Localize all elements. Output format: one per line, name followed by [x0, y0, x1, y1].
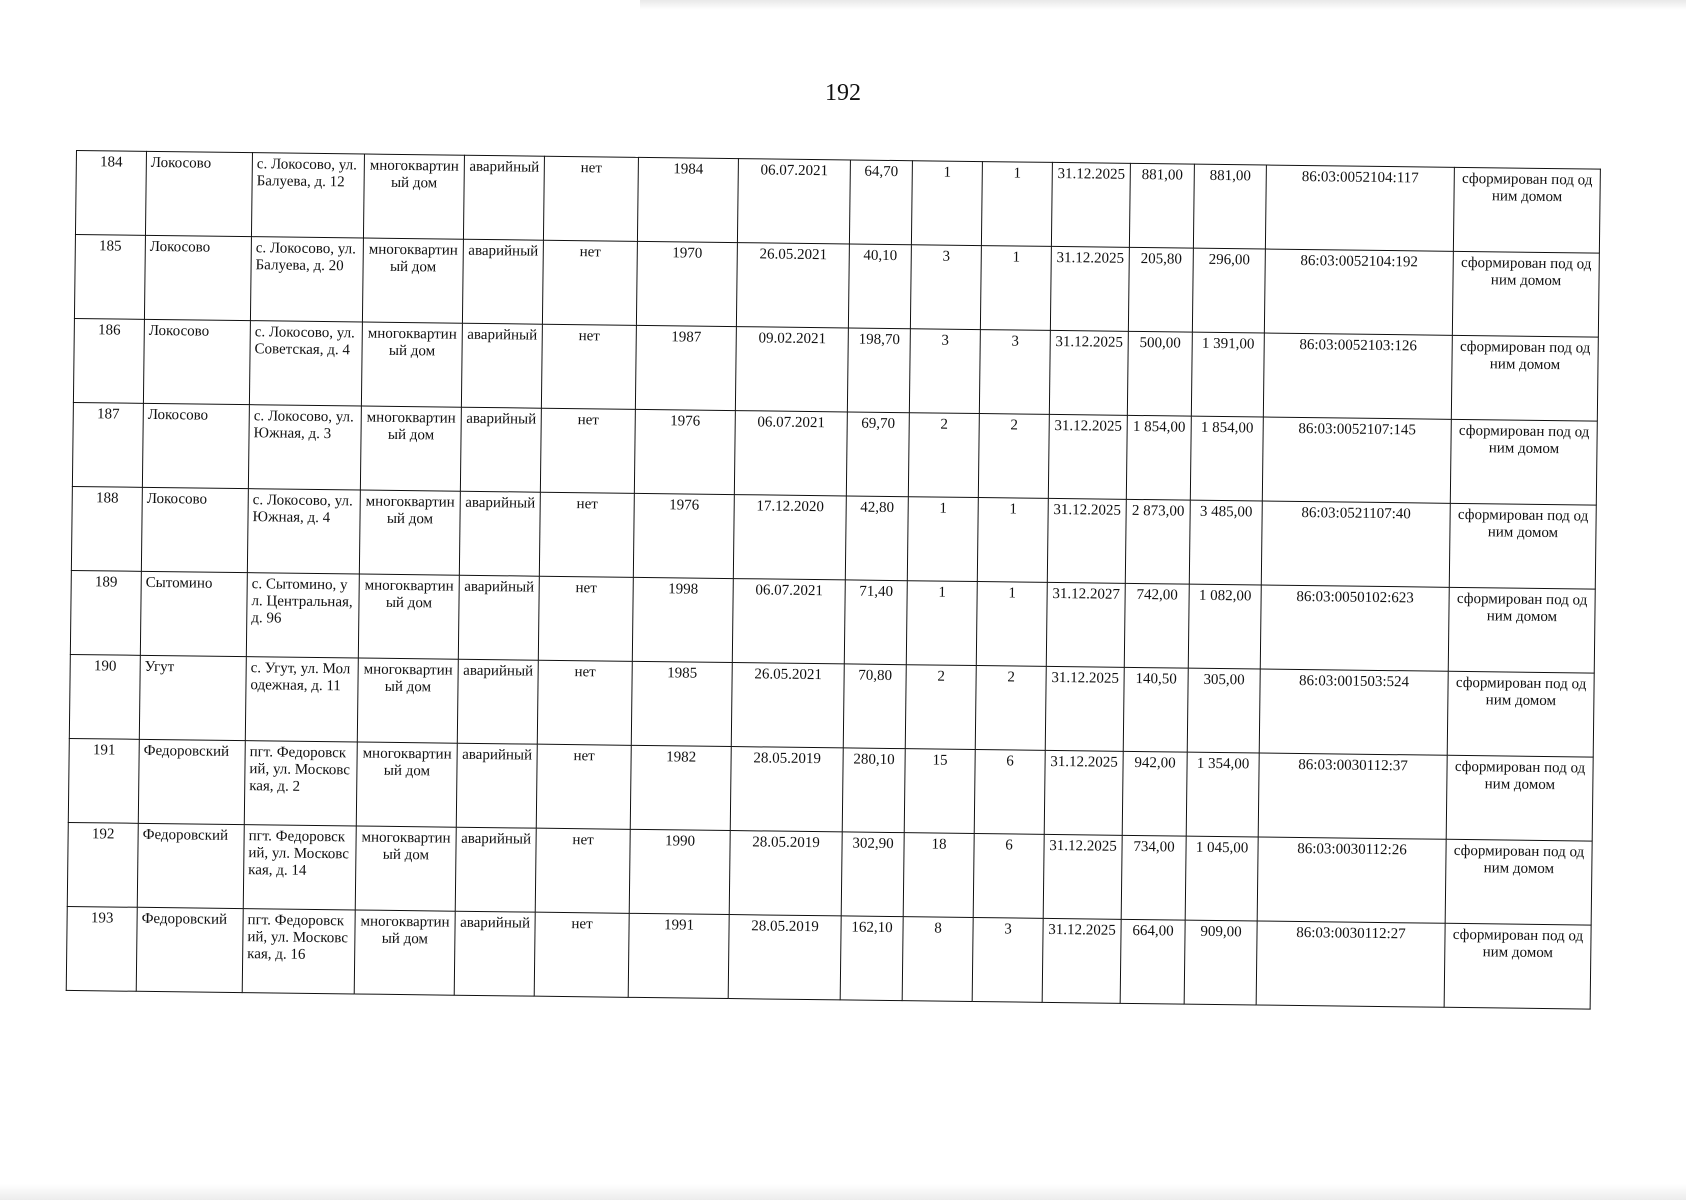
settlement-cell: Федоровский: [137, 823, 244, 908]
residents-cell: 1: [911, 161, 982, 246]
flag-cell: нет: [536, 744, 631, 829]
units-cell: 3: [972, 918, 1043, 1003]
recognition-date-cell: 26.05.2021: [731, 663, 844, 748]
row-number-cell: 188: [71, 486, 142, 571]
row-number-cell: 191: [68, 738, 139, 823]
resettlement-deadline-cell: 31.12.2025: [1051, 162, 1130, 247]
settlement-cell: Локосово: [145, 151, 252, 236]
value-2-cell: 296,00: [1192, 248, 1265, 333]
house-type-cell: многоквартиный дом: [357, 658, 458, 743]
cadastral-number-cell: 86:03:001503:524: [1259, 669, 1448, 755]
flag-cell: нет: [542, 240, 637, 325]
land-plot-status-cell: сформирован под одним домом: [1449, 503, 1596, 589]
residents-cell: 1: [906, 581, 977, 666]
recognition-date-cell: 06.07.2021: [734, 411, 847, 496]
house-type-cell: многоквартиный дом: [360, 406, 461, 491]
row-number-cell: 192: [67, 822, 138, 907]
resettlement-deadline-cell: 31.12.2025: [1045, 666, 1124, 751]
condition-cell: аварийный: [463, 155, 544, 240]
cadastral-number-cell: 86:03:0050102:623: [1260, 585, 1449, 671]
condition-cell: аварийный: [455, 827, 536, 912]
area-cell: 40,10: [848, 244, 911, 329]
resettlement-deadline-cell: 31.12.2025: [1048, 414, 1127, 499]
residents-cell: 8: [902, 917, 973, 1002]
house-type-cell: многоквартиный дом: [354, 910, 455, 995]
recognition-date-cell: 28.05.2019: [729, 831, 842, 916]
condition-cell: аварийный: [459, 491, 540, 576]
address-cell: с. Локосово, ул. Балуева, д. 20: [250, 237, 363, 322]
value-1-cell: 664,00: [1120, 919, 1185, 1004]
area-cell: 64,70: [849, 160, 912, 245]
value-1-cell: 734,00: [1121, 835, 1186, 920]
cadastral-number-cell: 86:03:0052107:145: [1262, 417, 1451, 503]
year-built-cell: 1987: [635, 325, 736, 410]
recognition-date-cell: 06.07.2021: [732, 579, 845, 664]
value-2-cell: 1 045,00: [1185, 836, 1258, 921]
value-1-cell: 881,00: [1129, 163, 1194, 248]
flag-cell: нет: [537, 660, 632, 745]
condition-cell: аварийный: [460, 407, 541, 492]
value-1-cell: 2 873,00: [1125, 499, 1190, 584]
land-plot-status-cell: сформирован под одним домом: [1450, 419, 1597, 505]
flag-cell: нет: [534, 912, 629, 997]
cadastral-number-cell: 86:03:0052104:117: [1265, 165, 1454, 251]
units-cell: 2: [978, 414, 1049, 499]
units-cell: 1: [981, 162, 1052, 247]
residents-cell: 3: [909, 329, 980, 414]
settlement-cell: Федоровский: [138, 739, 245, 824]
residents-cell: 1: [907, 497, 978, 582]
house-type-cell: многоквартиный дом: [363, 154, 464, 239]
address-cell: пгт. Федоровский, ул. Московская, д. 2: [244, 741, 357, 826]
value-2-cell: 305,00: [1187, 668, 1260, 753]
value-1-cell: 1 854,00: [1126, 415, 1191, 500]
resettlement-deadline-cell: 31.12.2025: [1042, 918, 1121, 1003]
resettlement-deadline-cell: 31.12.2025: [1044, 750, 1123, 835]
year-built-cell: 1984: [637, 157, 738, 242]
address-cell: пгт. Федоровский, ул. Московская, д. 14: [243, 825, 356, 910]
settlement-cell: Локосово: [141, 487, 248, 572]
value-2-cell: 3 485,00: [1189, 500, 1262, 585]
recognition-date-cell: 28.05.2019: [730, 747, 843, 832]
registry-sheet: [66, 150, 1601, 1010]
settlement-cell: Угут: [139, 655, 246, 740]
units-cell: 2: [975, 666, 1046, 751]
value-1-cell: 942,00: [1122, 751, 1187, 836]
address-cell: пгт. Федоровский, ул. Московская, д. 16: [242, 909, 355, 994]
settlement-cell: Локосово: [142, 403, 249, 488]
condition-cell: аварийный: [458, 575, 539, 660]
residents-cell: 18: [903, 833, 974, 918]
residents-cell: 3: [910, 245, 981, 330]
page-number: 192: [825, 80, 861, 106]
flag-cell: нет: [543, 156, 638, 241]
year-built-cell: 1998: [632, 577, 733, 662]
cadastral-number-cell: 86:03:0030112:37: [1258, 753, 1447, 839]
residents-cell: 2: [908, 413, 979, 498]
house-type-cell: многоквартиный дом: [362, 238, 463, 323]
recognition-date-cell: 17.12.2020: [733, 495, 846, 580]
area-cell: 162,10: [840, 916, 903, 1001]
units-cell: 3: [979, 330, 1050, 415]
year-built-cell: 1976: [634, 409, 735, 494]
land-plot-status-cell: сформирован под одним домом: [1444, 923, 1591, 1009]
land-plot-status-cell: сформирован под одним домом: [1445, 839, 1592, 925]
land-plot-status-cell: сформирован под одним домом: [1446, 755, 1593, 841]
row-number-cell: 185: [74, 234, 145, 319]
area-cell: 280,10: [842, 748, 905, 833]
value-2-cell: 909,00: [1184, 920, 1257, 1005]
area-cell: 42,80: [845, 496, 908, 581]
row-number-cell: 186: [73, 318, 144, 403]
recognition-date-cell: 28.05.2019: [728, 915, 841, 1000]
area-cell: 70,80: [843, 664, 906, 749]
recognition-date-cell: 06.07.2021: [737, 159, 850, 244]
cadastral-number-cell: 86:03:0521107:40: [1261, 501, 1450, 587]
address-cell: с. Локосово, ул. Южная, д. 3: [248, 405, 361, 490]
value-1-cell: 140,50: [1123, 667, 1188, 752]
resettlement-deadline-cell: 31.12.2025: [1050, 246, 1129, 331]
settlement-cell: Локосово: [144, 235, 251, 320]
units-cell: 6: [973, 834, 1044, 919]
year-built-cell: 1982: [630, 745, 731, 830]
row-number-cell: 190: [69, 654, 140, 739]
settlement-cell: Сытомино: [140, 571, 247, 656]
land-plot-status-cell: сформирован под одним домом: [1448, 587, 1595, 673]
house-type-cell: многоквартиный дом: [358, 574, 459, 659]
condition-cell: аварийный: [462, 239, 543, 324]
flag-cell: нет: [540, 408, 635, 493]
cadastral-number-cell: 86:03:0030112:27: [1256, 921, 1445, 1007]
units-cell: 1: [977, 498, 1048, 583]
residents-cell: 2: [905, 665, 976, 750]
value-1-cell: 742,00: [1124, 583, 1189, 668]
table-body: [66, 151, 1600, 1010]
land-plot-status-cell: сформирован под одним домом: [1453, 167, 1600, 253]
land-plot-status-cell: сформирован под одним домом: [1447, 671, 1594, 757]
land-plot-status-cell: сформирован под одним домом: [1452, 251, 1599, 337]
house-type-cell: многоквартиный дом: [355, 826, 456, 911]
table-row: [66, 906, 1591, 1009]
address-cell: с. Локосово, ул. Советская, д. 4: [249, 321, 362, 406]
flag-cell: нет: [539, 492, 634, 577]
settlement-cell: Федоровский: [136, 907, 243, 992]
units-cell: 1: [980, 246, 1051, 331]
flag-cell: нет: [541, 324, 636, 409]
address-cell: с. Локосово, ул. Балуева, д. 12: [251, 153, 364, 238]
resettlement-deadline-cell: 31.12.2025: [1047, 498, 1126, 583]
flag-cell: нет: [535, 828, 630, 913]
flag-cell: нет: [538, 576, 633, 661]
row-number-cell: 193: [66, 906, 137, 991]
year-built-cell: 1970: [636, 241, 737, 326]
cadastral-number-cell: 86:03:0052104:192: [1264, 249, 1453, 335]
cadastral-number-cell: 86:03:0030112:26: [1257, 837, 1446, 923]
units-cell: 6: [974, 750, 1045, 835]
value-2-cell: 1 391,00: [1191, 332, 1264, 417]
row-number-cell: 187: [72, 402, 143, 487]
scan-edge-top: [640, 0, 1686, 10]
cadastral-number-cell: 86:03:0052103:126: [1263, 333, 1452, 419]
address-cell: с. Угут, ул. Молодежная, д. 11: [245, 657, 358, 742]
house-type-cell: многоквартиный дом: [356, 742, 457, 827]
address-cell: с. Локосово, ул. Южная, д. 4: [247, 489, 360, 574]
residents-cell: 15: [904, 749, 975, 834]
row-number-cell: 184: [75, 151, 146, 236]
area-cell: 69,70: [846, 412, 909, 497]
value-2-cell: 1 354,00: [1186, 752, 1259, 837]
resettlement-deadline-cell: 31.12.2027: [1046, 582, 1125, 667]
value-2-cell: 1 854,00: [1190, 416, 1263, 501]
recognition-date-cell: 26.05.2021: [736, 243, 849, 328]
condition-cell: аварийный: [456, 743, 537, 828]
year-built-cell: 1991: [628, 913, 729, 998]
value-1-cell: 205,80: [1128, 247, 1193, 332]
year-built-cell: 1990: [629, 829, 730, 914]
condition-cell: аварийный: [461, 323, 542, 408]
housing-registry-table: [66, 150, 1601, 1010]
condition-cell: аварийный: [457, 659, 538, 744]
settlement-cell: Локосово: [143, 319, 250, 404]
land-plot-status-cell: сформирован под одним домом: [1451, 335, 1598, 421]
value-1-cell: 500,00: [1127, 331, 1192, 416]
address-cell: с. Сытомино, ул. Центральная, д. 96: [246, 573, 359, 658]
resettlement-deadline-cell: 31.12.2025: [1049, 330, 1128, 415]
area-cell: 198,70: [847, 328, 910, 413]
area-cell: 71,40: [844, 580, 907, 665]
value-2-cell: 1 082,00: [1188, 584, 1261, 669]
scan-edge-bottom: [0, 1184, 1686, 1200]
house-type-cell: многоквартиный дом: [359, 490, 460, 575]
condition-cell: аварийный: [454, 911, 535, 996]
value-2-cell: 881,00: [1193, 164, 1266, 249]
row-number-cell: 189: [70, 570, 141, 655]
units-cell: 1: [976, 582, 1047, 667]
recognition-date-cell: 09.02.2021: [735, 327, 848, 412]
house-type-cell: многоквартиный дом: [361, 322, 462, 407]
resettlement-deadline-cell: 31.12.2025: [1043, 834, 1122, 919]
year-built-cell: 1985: [631, 661, 732, 746]
area-cell: 302,90: [841, 832, 904, 917]
year-built-cell: 1976: [633, 493, 734, 578]
